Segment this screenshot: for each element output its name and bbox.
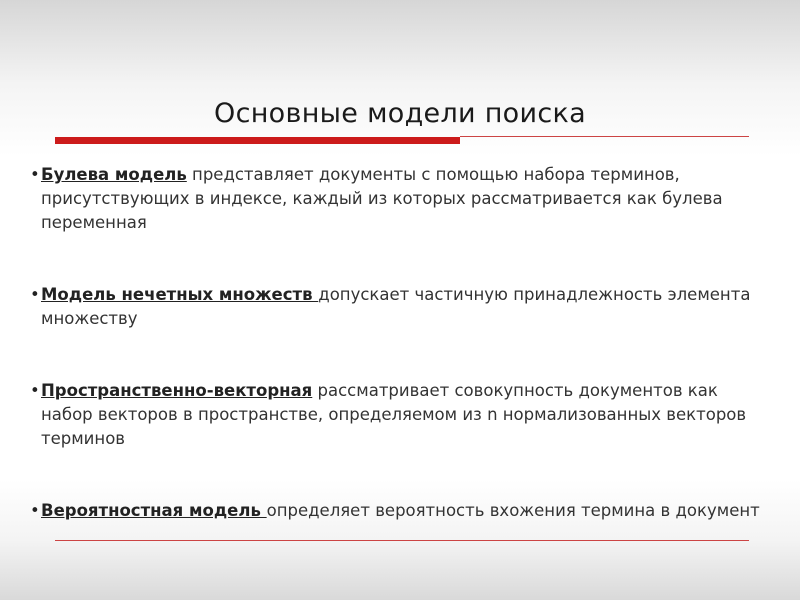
bullet-dot-icon: •: [30, 381, 40, 400]
bullet-dot-icon: •: [30, 165, 40, 184]
bullet-text: допускает частичную принадлежность элемента множеству: [41, 285, 751, 328]
slide-title: Основные модели поиска: [214, 98, 586, 130]
bullet-dot-icon: •: [30, 501, 40, 520]
bullet-text: представляет документы с помощью набора терминов, присутствующих в индексе, каждый из которых рассматривается как булева переменная: [41, 165, 723, 232]
bullet-term: Булева модель: [41, 165, 187, 184]
bullet-dot-icon: •: [30, 285, 40, 304]
bullet-term: Пространственно-векторная: [41, 381, 313, 400]
bullet-probabilistic-model: [30, 499, 760, 523]
bullet-vector-space-model: [30, 379, 760, 451]
bullet-text: определяет вероятность вхожения термина в документ: [266, 501, 760, 520]
bullet-term: Модель нечетных множеств: [41, 285, 319, 304]
bullet-text: рассматривает совокупность документов как набор векторов в пространстве, определяемом из n нормализованных векторов терминов: [41, 381, 747, 448]
bullet-term: Вероятностная модель: [41, 501, 267, 520]
title-divider: [55, 135, 749, 145]
title-divider-thick: [55, 137, 460, 144]
bullet-fuzzy-set-model: [30, 283, 760, 331]
title-divider-thin: [460, 136, 749, 137]
footer-divider: [55, 540, 749, 541]
bullet-boolean-model: [30, 163, 760, 235]
